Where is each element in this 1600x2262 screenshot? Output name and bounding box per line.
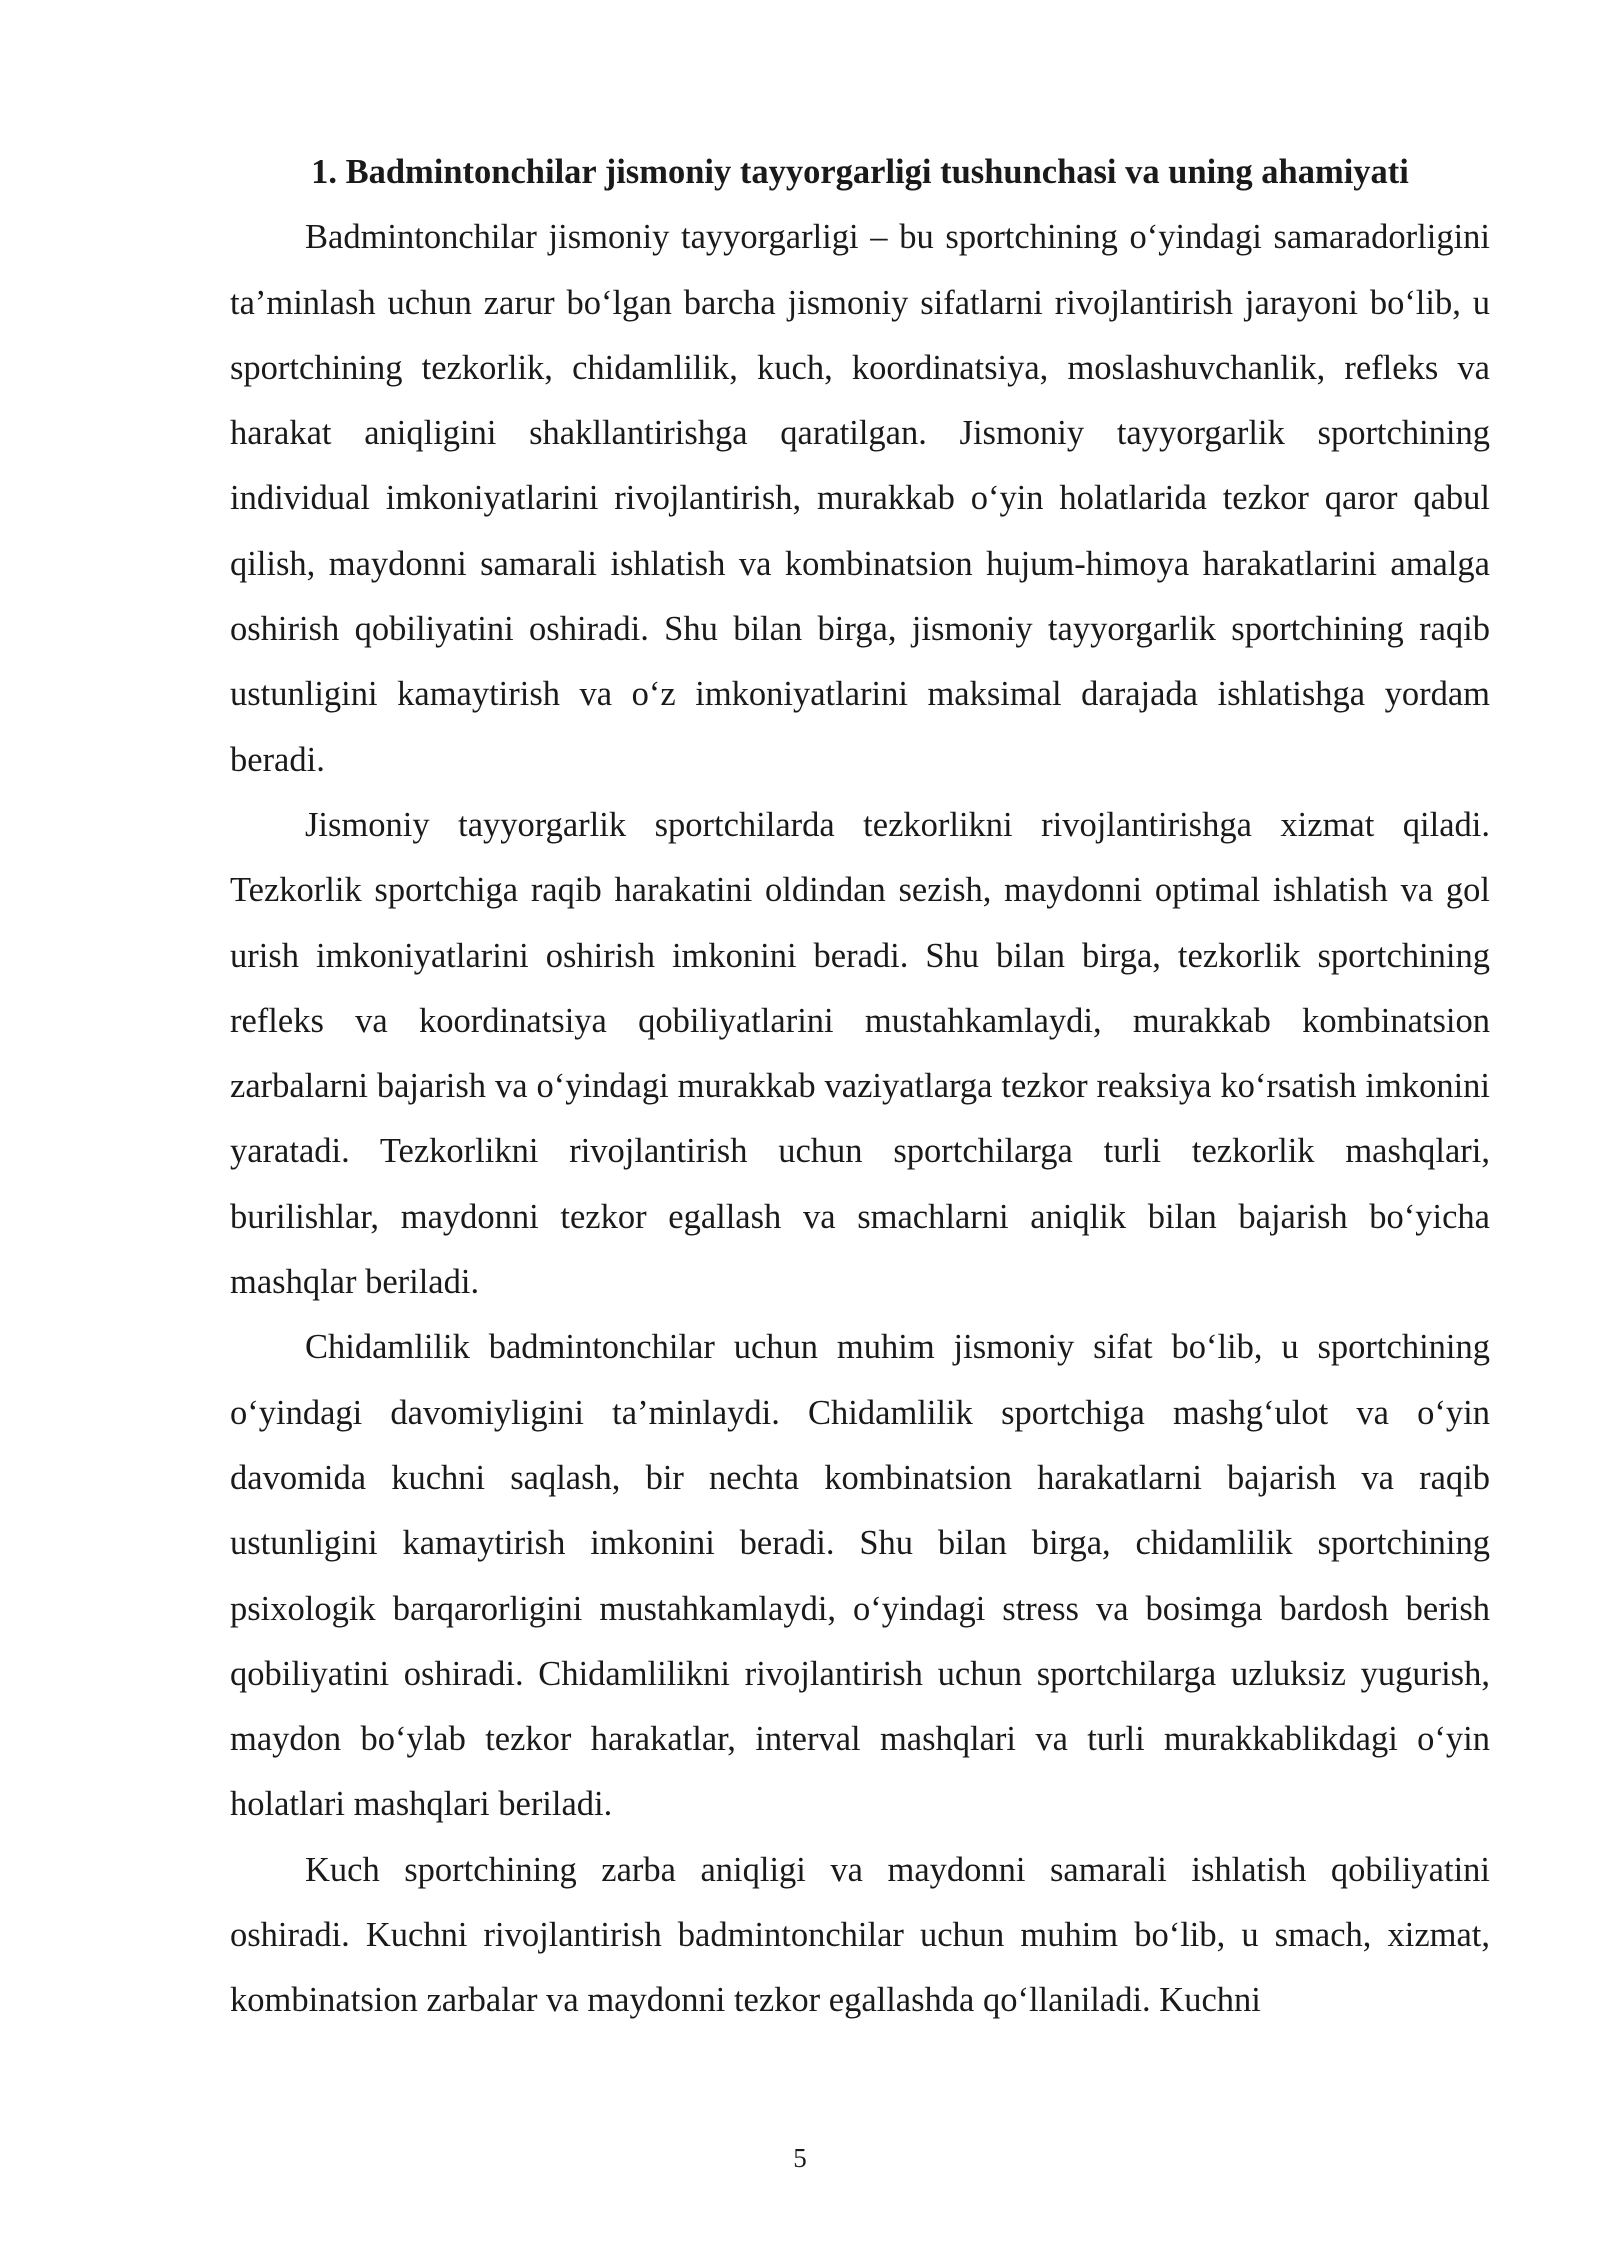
paragraph-2: Jismoniy tayyorgarlik sportchilarda tezkorlikni rivojlantirishga xizmat qiladi. Tezkorlik sportchiga raqib harakatini oldindan sezish, maydonni optimal ishlatish va gol urish imkoniyatlarini oshirish imkonini beradi. Shu bilan birga, tezkorlik sportchining refleks va koordinatsiya qobiliyatlarini mustahkamlaydi, murakkab kombinatsion zarbalarni bajarish va o‘yindagi murakkab vaziyatlarga tezkor reaksiya ko‘rsatish imkonini yaratadi. Tezkorlikni rivojlantirish uchun sportchilarga turli tezkorlik mashqlari, burilishlar, maydonni tezkor egallash va smachlarni aniqlik bilan bajarish bo‘yicha mashqlar beriladi. [230, 805, 1490, 1302]
page-number: 5 [793, 2143, 807, 2173]
page-body [230, 140, 1490, 2034]
paragraph-4: Kuch sportchining zarba aniqligi va maydonni samarali ishlatish qobiliyatini oshiradi. Kuchni rivojlantirish badmintonchilar uchun muhim bo‘lib, u smach, xizmat, kombinatsion zarbalar va maydonni tezkor egallashda qo‘llaniladi. Kuchni [230, 1850, 1490, 2020]
paragraph-3: Chidamlilik badmintonchilar uchun muhim jismoniy sifat bo‘lib, u sportchining o‘yindagi davomiyligini ta’minlaydi. Chidamlilik sportchiga mashg‘ulot va o‘yin davomida kuchni saqlash, bir nechta kombinatsion harakatlarni bajarish va raqib ustunligini kamaytirish imkonini beradi. Shu bilan birga, chidamlilik sportchining psixologik barqarorligini mustahkamlaydi, o‘yindagi stress va bosimga bardosh berish qobiliyatini oshiradi. Chidamlilikni rivojlantirish uchun sportchilarga uzluksiz yugurish, maydon bo‘ylab tezkor harakatlar, interval mashqlari va turli murakkablikdagi o‘yin holatlari mashqlari beriladi. [230, 1328, 1490, 1824]
section-heading: 1. Badmintonchilar jismoniy tayyorgarligi tushunchasi va uning ahamiyati [311, 153, 1409, 191]
paragraph-1: Badmintonchilar jismoniy tayyorgarligi – bu sportchining o‘yindagi samaradorligini ta’minlash uchun zarur bo‘lgan barcha jismoniy sifatlarni rivojlantirish jarayoni bo‘lib, u sportchining tezkorlik, chidamlilik, kuch, koordinatsiya, moslashuvchanlik, refleks va harakat aniqligini shakllantirishga qaratilgan. Jismoniy tayyorgarlik sportchining individual imkoniyatlarini rivojlantirish, murakkab o‘yin holatlarida tezkor qaror qabul qilish, maydonni samarali ishlatish va kombinatsion hujum-himoya harakatlarini amalga oshirish qobiliyatini oshiradi. Shu bilan birga, jismoniy tayyorgarlik sportchining raqib ustunligini kamaytirish va o‘z imkoniyatlarini maksimal darajada ishlatishga yordam beradi. [230, 218, 1490, 779]
